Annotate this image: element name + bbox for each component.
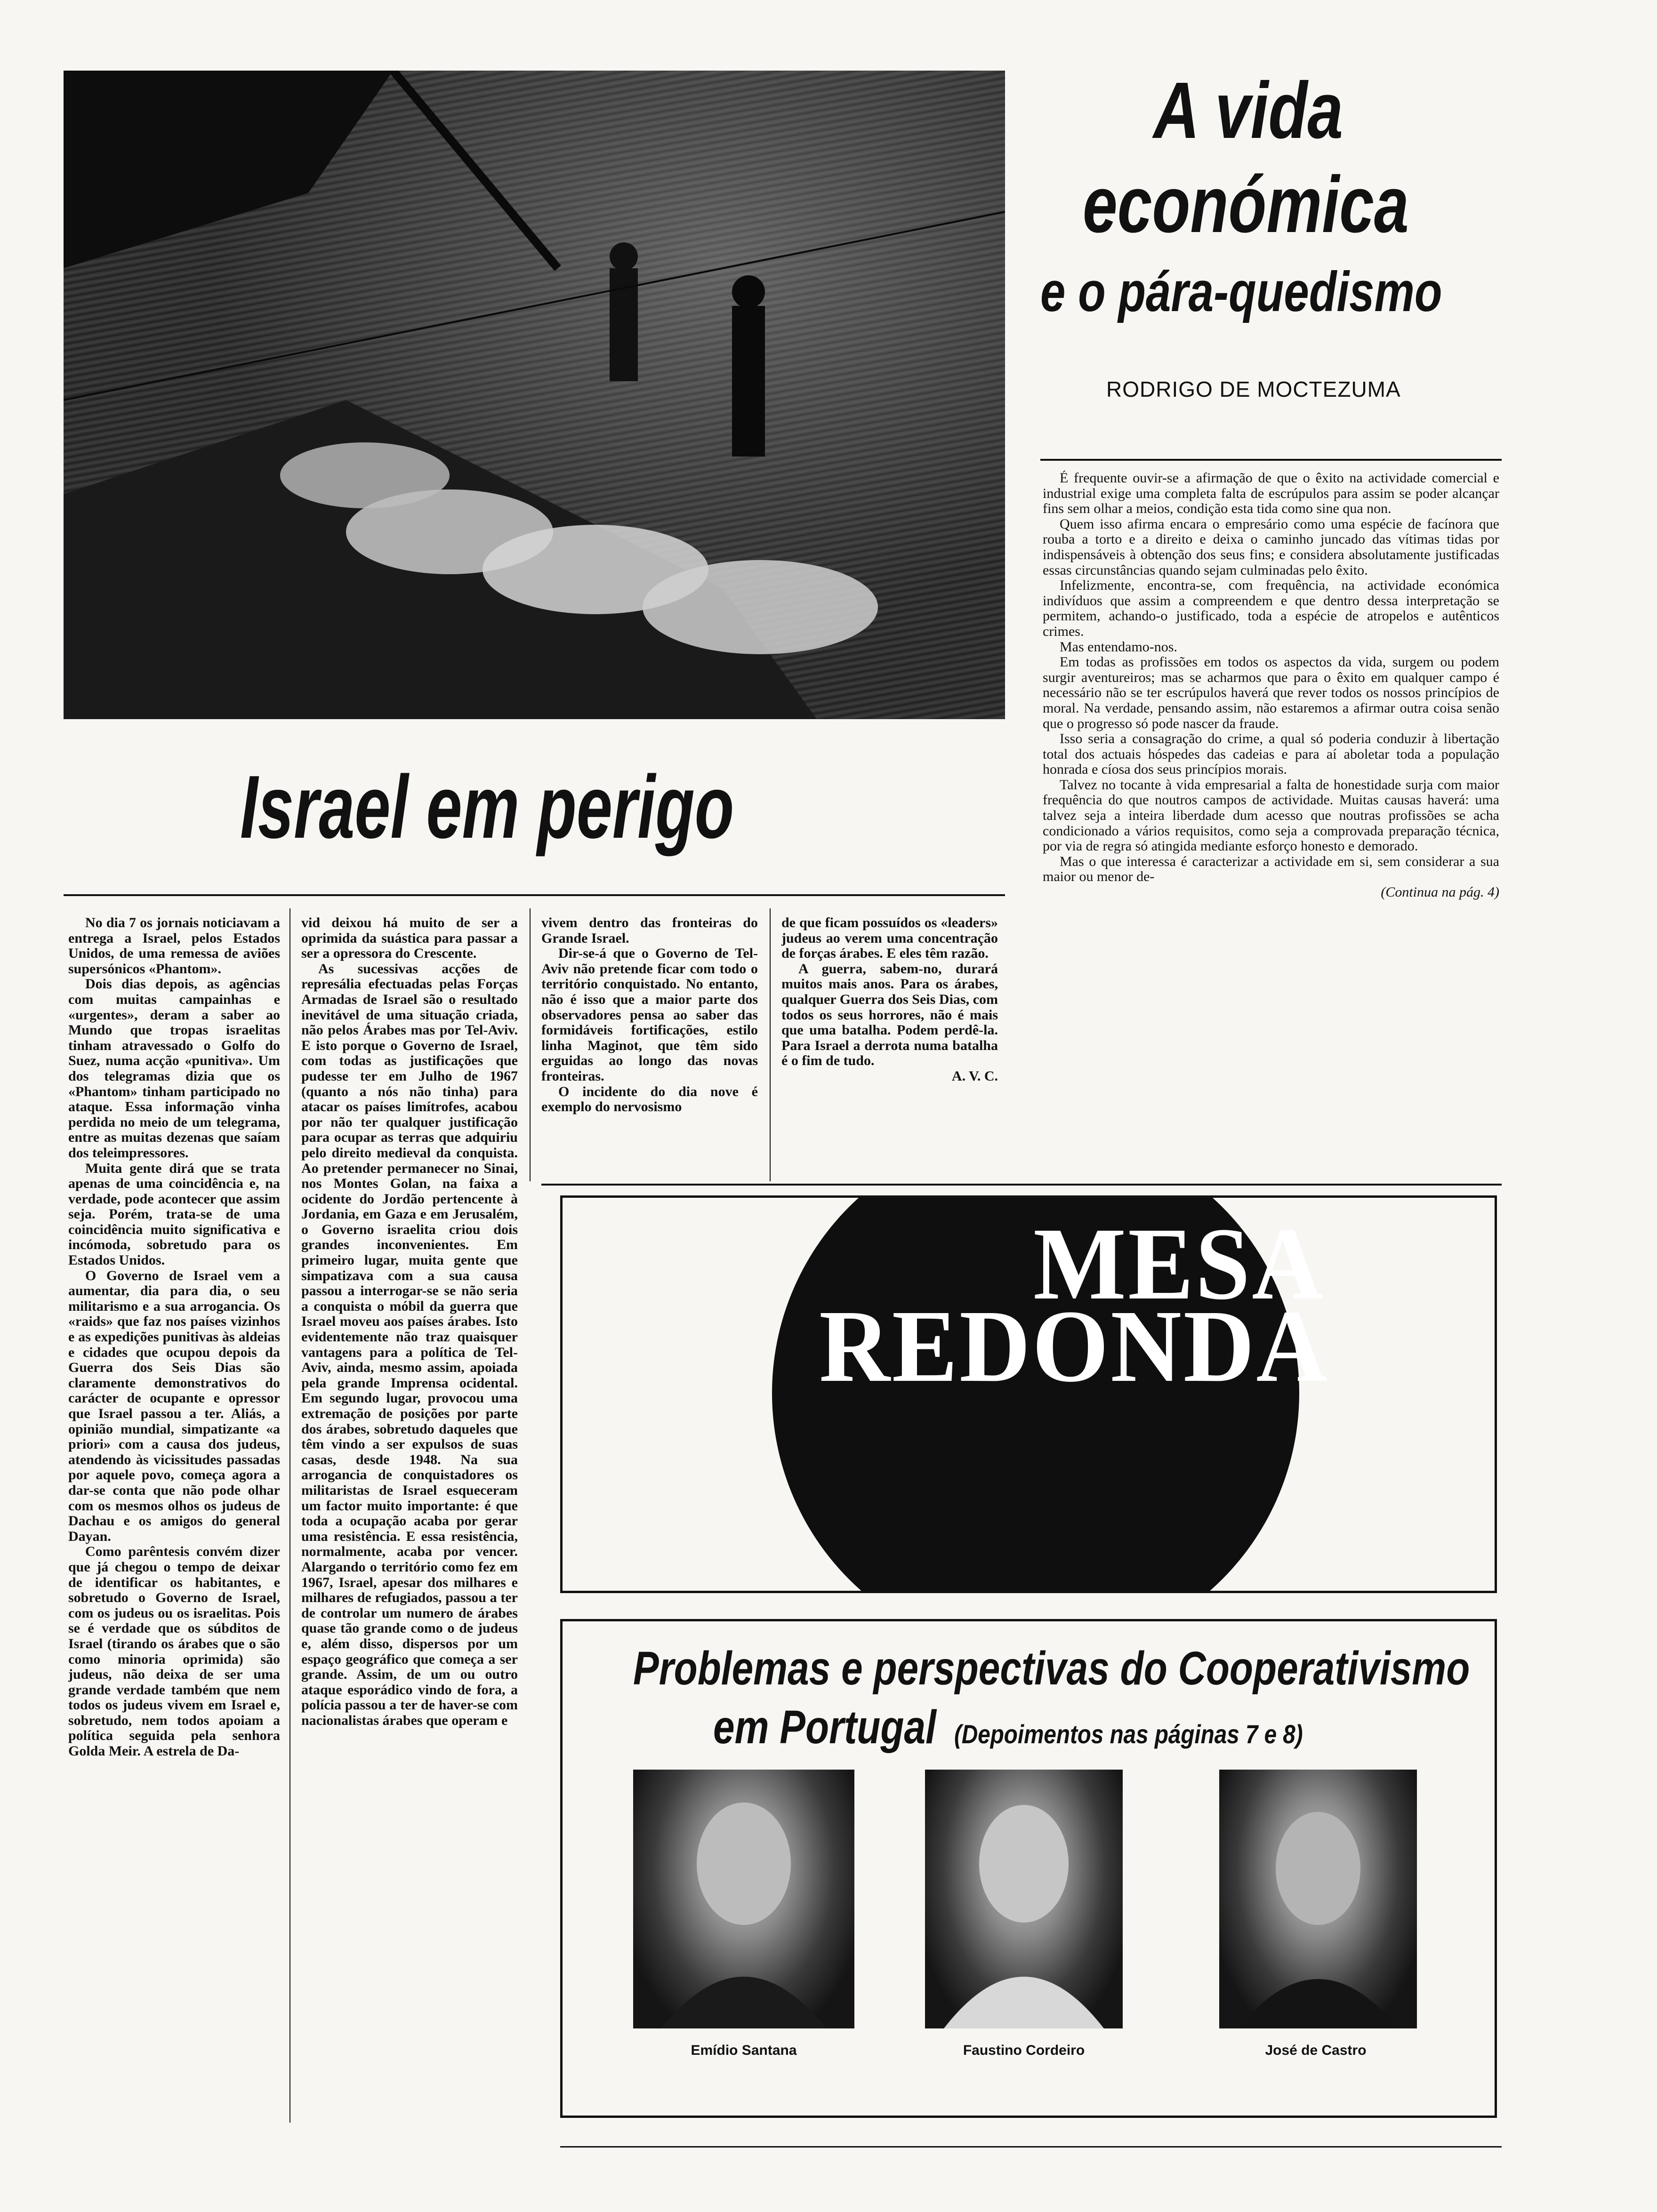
israel-paragraph: vid deixou há muito de ser a oprimida da suástica para passar a ser a opressora do Crescente.	[301, 915, 518, 962]
economia-paragraph: Infelizmente, encontra-se, com frequência, na actividade económica indivíduos que assim a compreendem e que dentro dessa interpretação se permitem, achando-o justificado, toda a espécie de atropelos e autênticos crimes.	[1043, 577, 1499, 639]
economia-byline: RODRIGO DE MOCTEZUMA	[1106, 377, 1401, 401]
column-divider	[530, 908, 531, 1181]
israel-headline: Israel em perigo	[240, 757, 734, 857]
bottom-rule	[560, 2146, 1502, 2148]
israel-paragraph: vivem dentro das fronteiras do Grande Israel.	[541, 915, 758, 946]
economia-title-line3: e o pára-quedismo	[1040, 260, 1442, 323]
caption-emidio-santana: Emídio Santana	[691, 2043, 797, 2058]
portrait-emidio-santana	[633, 1770, 854, 2028]
economia-paragraph: É frequente ouvir-se a afirmação de que o êxito na actividade comercial e industrial exige uma completa falta de escrúpulos para assim se poder alcançar fins sem olhar a meios, condição esta tida como sine qua non.	[1043, 471, 1499, 517]
israel-signature: A. V. C.	[951, 1068, 998, 1084]
economia-paragraph: Em todas as profissões em todos os aspectos da vida, surgem ou podem surgir aventureiros; mas se acharmos que para o êxito em qualquer campo é necessário não se ter escrúpulos haverá que rever todos os nossos princípios de moral. Na verdade, pensando assim, não estaremos a afirmar outra coisa senão que o progresso só pode nascer da fraude.	[1043, 654, 1499, 731]
israel-paragraph: Muita gente dirá que se trata apenas de uma coincidência e, na verdade, pode acontecer que assim seja. Porém, trata-se de uma coincidência muito significativa e incómoda, sobretudo para os Estados Unidos.	[68, 1160, 280, 1268]
portrait-faustino-cordeiro	[925, 1770, 1123, 2028]
economia-title-line1: A vida	[1153, 66, 1343, 155]
israel-paragraph: O incidente do dia nove é exemplo do nervosismo	[541, 1083, 758, 1115]
coop-title-line2-row	[713, 1701, 1364, 1760]
column-divider	[770, 908, 771, 1181]
economia-paragraph: Mas o que interessa é caracterizar a actividade em si, sem considerar a sua maior ou menor de-	[1043, 853, 1499, 885]
caption-faustino-cordeiro: Faustino Cordeiro	[963, 2043, 1085, 2058]
portrait-photo-icon	[1219, 1770, 1417, 2028]
section-rule	[541, 1184, 1502, 1186]
economia-paragraph: Mas entendamo-nos.	[1060, 639, 1177, 655]
israel-paragraph: O Governo de Israel vem a aumentar, dia para dia, o seu militarismo e a sua arrogancia. Os «raids» que faz nos países vizinhos e as expedições punitivas às aldeias e cidades que ocupou depois da Guerra dos Seis Dias são claramente demonstrativos do carácter de ocupante e opressor que Israel passou a ter. Aliás, a opinião mundial, simpatizante «a priori» com a causa dos judeus, atendendo às vicissitudes passadas por aquele povo, começa agora a dar-se conta que não pode olhar com os mesmos olhos os judeus de Dachau e os amigos do general Dayan.	[68, 1267, 280, 1544]
coop-title-line1: Problemas e perspectivas do Cooperativismo	[633, 1642, 1470, 1695]
mesa-word-1: MESA	[1033, 1206, 1325, 1321]
israel-paragraph: No dia 7 os jornais noticiavam a entrega a Israel, pelos Estados Unidos, de uma remessa de aviões supersónicos «Phantom».	[68, 915, 280, 977]
economia-paragraph: Isso seria a consagração do crime, a qual só poderia conduzir à libertação total dos actuais hóspedes das cadeias e para aí aboletar toda a população honrada e cíosa dos seus princípios morais.	[1043, 731, 1499, 777]
portrait-photo-icon	[633, 1770, 854, 2028]
economia-title-line2: económica	[1083, 160, 1409, 249]
israel-column-4	[781, 915, 998, 1179]
economia-paragraph: Quem isso afirma encara o empresário como uma espécie de facínora que rouba a torto e a direito e deixa o caminho juncado das vítimas tidas por indispensáveis à obtenção dos seus fins; e considera absolutamente justificadas essas circunstâncias quando sejam culminadas pelo êxito.	[1043, 516, 1499, 578]
portrait-photo-icon	[925, 1770, 1123, 2028]
coop-subtitle: (Depoimentos nas páginas 7 e 8)	[954, 1719, 1303, 1749]
mesa-word-2: REDONDA	[819, 1289, 1329, 1403]
israel-column-3	[541, 915, 758, 1179]
israel-paragraph: As sucessivas acções de represália efectuadas pelas Forças Armadas de Israel são o resultado inevitável de uma situação criada, não pelos Árabes mas por Tel-Aviv. E isto porque o Governo de Israel, com todas as justificações que pudesse ter em Julho de 1967 (quanto a nós não tinha) para atacar os países limítrofes, acabou por não ter qualquer justificação para ocupar as terras que adquiriu pelo direito medieval da conquista. Ao pretender permanecer no Sinai, nos Montes Golan, na faixa a ocidente do Jordão pertencente à Jordania, em Gaza e em Jerusalém, o Governo israelita criou dois grandes inconvenientes. Em primeiro lugar, muita gente que simpatizava com a sua causa passou a interrogar-se se não seria a conquista o móbil da guerra que Israel moveu aos países árabes. Isto evidentemente não traz quaisquer vantagens para a política de Tel-Aviv, ainda, mesmo assim, apoiada pela grande Imprensa ocidental. Em segundo lugar, provocou uma extremação de posições por parte dos árabes, sobretudo daqueles que têm vindo a ser expulsos de suas casas, desde 1948. Na sua arrogancia de conquistadores os militaristas de Israel esqueceram um factor muito importante: é que toda a ocupação acaba por gerar uma resistência. E essa resistência, normalmente, acaba por vencer. Alargando o território como fez em 1967, Israel, apesar dos milhares e milhares de refugiados, passou a ter de controlar um numero de árabes quase tão grande como o de judeus e, além disso, dispersos por um espaço geográfico que começa a ser grande. Assim, de um ou outro ataque esporádico vindo de fora, a polícia passou a ter de haver-se com nacionalistas árabes que operam e	[301, 961, 518, 1728]
cooperativismo-box	[560, 1619, 1497, 2118]
economia-continua: (Continua na pág. 4)	[1381, 884, 1499, 900]
israel-top-rule	[64, 894, 1005, 896]
economia-paragraph: Talvez no tocante à vida empresarial a falta de honestidade surja com maior frequência do que noutros campos de actividade. Muitas causas haverá: uma talvez seja a inteira liberdade dum acesso que noutras profissões se acha condicionado a vários requisitos, como seja a comprovada preparação técnica, por via de regra só atingida mediante esforço honesto e demorado.	[1043, 777, 1499, 854]
israel-paragraph: A guerra, sabem-no, durará muitos mais anos. Para os árabes, qualquer Guerra dos Seis Dias, com todos os seus horrores, não é mais que uma batalha. Podem perdê-la. Para Israel a derrota numa batalha é o fim de tudo.	[781, 961, 998, 1069]
photo-of-crates-on-ship-deck-icon	[64, 71, 1005, 719]
main-photo	[64, 71, 1005, 719]
mesa-redonda-box	[560, 1195, 1497, 1593]
israel-column-2	[301, 915, 518, 2120]
israel-paragraph: Dir-se-á que o Governo de Tel-Aviv não pretende ficar com todo o território conquistado. No entanto, não é isso que a maior parte dos observadores pensa ao saber das formidáveis fortificações, estilo linha Maginot, que têm sido erguidas ao longo das novas fronteiras.	[541, 946, 758, 1084]
portrait-jose-de-castro	[1219, 1770, 1417, 2028]
caption-jose-de-castro: José de Castro	[1265, 2043, 1367, 2058]
economia-article-body	[1043, 471, 1499, 1162]
coop-title-line2: em Portugal	[713, 1701, 936, 1754]
israel-paragraph: Como parêntesis convém dizer que já chegou o tempo de deixar de identificar os habitantes, e sobretudo o Governo de Israel, com os judeus ou os israelitas. Pois se é verdade que os súbditos de Israel (tirando os árabes que o são como minoria oprimida) são judeus, não deixa de ser uma grande verdade também que nem todos os judeus vivem em Israel e, sobretudo, nem todos apoiam a política seguida pela senhora Golda Meir. A estrela de Da-	[68, 1544, 280, 1759]
israel-paragraph: de que ficam possuídos os «leaders» judeus ao verem uma concentração de forças árabes. E eles têm razão.	[781, 915, 998, 962]
economia-top-rule	[1040, 459, 1502, 461]
israel-paragraph: Dois dias depois, as agências com muitas campainhas e «urgentes», deram a saber ao Mundo que tropas israelitas tinham atravessado o Golfo do Suez, numa acção «punitiva». Um dos telegramas dizia que os «Phantom» tinham participado no ataque. Essa informação vinha perdida no meio de um telegrama, entre as muitas dezenas que saíam dos teleimpressores.	[68, 976, 280, 1161]
israel-column-1	[68, 915, 280, 2120]
